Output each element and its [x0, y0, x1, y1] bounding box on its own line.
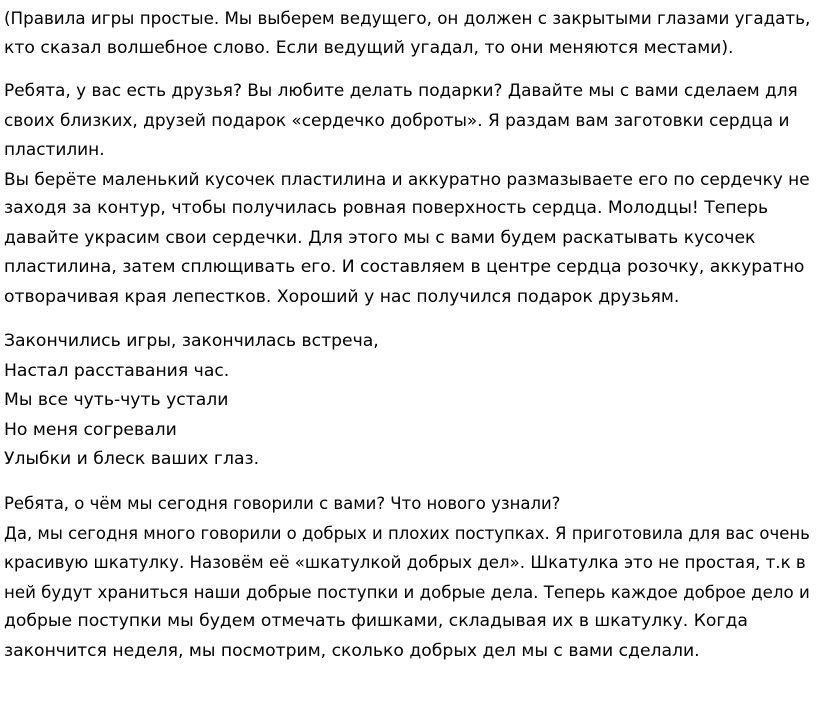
paragraph-kindness-box [4, 489, 810, 666]
text-line: закончится неделя, мы посмотрим, сколько добрых дел мы с вами сделали. [4, 640, 700, 661]
text-line: заходя за контур, чтобы получилась ровная поверхность сердца. Молодцы! Теперь [4, 198, 769, 218]
poem-line: Настал расставания час. [4, 360, 230, 381]
text-line: красивую шкатулку. Назовём её «шкатулкой добрых дел». Шкатулка это не простая, т.к в [4, 553, 806, 572]
text-line: пластилина, затем сплющивать его. И составляем в центре сердца розочку, аккуратно [4, 257, 805, 277]
paragraph-heart-gift [4, 76, 810, 312]
poem-line: Мы все чуть-чуть устали [4, 390, 229, 410]
text-line: добрые поступки мы будем отмечать фишками, складывая их в шкатулку. Когда [4, 611, 748, 631]
poem-line: Улыбки и блеск ваших глаз. [4, 449, 260, 469]
text-line: Ребята, у вас есть друзья? Вы любите делать подарки? Давайте мы с вами сделаем для [4, 80, 798, 100]
text-line: отворачивая края лепестков. Хороший у нас получился подарок друзьям. [4, 286, 680, 307]
text-line: (Правила игры простые. Мы выберем ведущего, он должен с закрытыми глазами угадать, [4, 8, 811, 28]
text-line: Ребята, о чём мы сегодня говорили с вами? Что нового узнали? [4, 494, 561, 513]
text-line: давайте украсим свои сердечки. Для этого мы с вами будем раскатывать кусочек [4, 227, 756, 248]
paragraph-poem [4, 327, 379, 475]
text-line: Вы берёте маленький кусочек пластилина и аккуратно размазываете его по сердечку не [4, 168, 810, 189]
paragraph-game-rules [4, 4, 810, 63]
poem-line: Закончились игры, закончилась встреча, [4, 331, 379, 351]
text-line: Да, мы сегодня много говорили о добрых и плохих поступках. Я приготовила для вас очень [4, 523, 810, 543]
text-line: кто сказал волшебное слово. Если ведущий угадал, то они меняются местами). [4, 37, 734, 58]
poem-line: Но меня согревали [4, 419, 177, 440]
text-line: ней будут храниться наши добрые поступки и добрые дела. Теперь каждое доброе дело и [4, 582, 810, 602]
text-line: пластилин. [4, 139, 105, 159]
text-line: своих близких, друзей подарок «сердечко доброты». Я раздам вам заготовки сердца и [4, 109, 790, 130]
